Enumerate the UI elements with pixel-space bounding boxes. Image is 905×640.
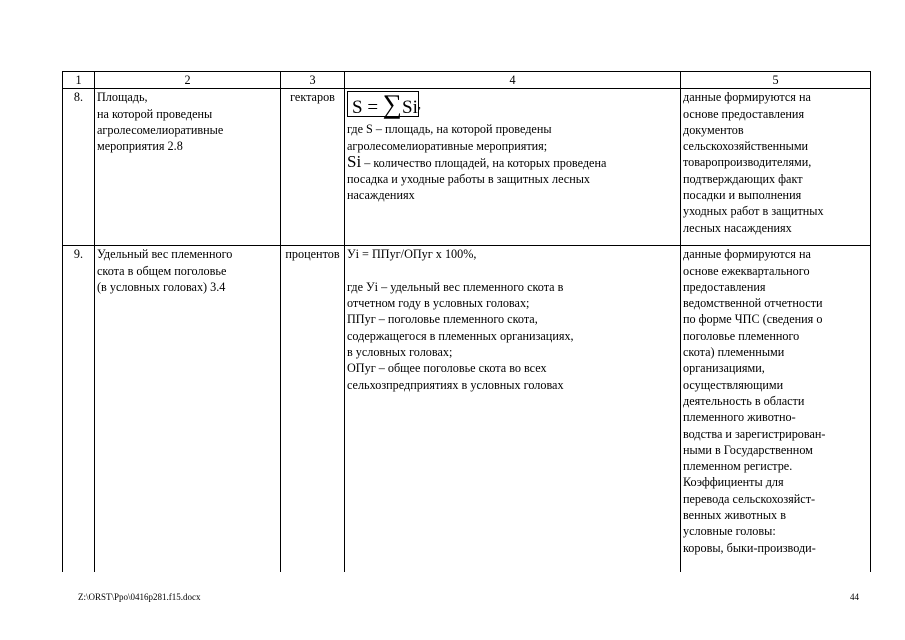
indicator-cell: [95, 89, 281, 246]
formula-first-line: Уi = ППуг/ОПуг х 100%,: [347, 247, 477, 262]
source-line: организациями,: [683, 361, 765, 376]
row-number: 8.: [63, 89, 95, 246]
header-cell-3: 3: [281, 72, 345, 89]
formula-line: где Уi – удельный вес племенного скота в: [347, 279, 564, 294]
source-line: товаропроизводителями,: [683, 155, 812, 170]
source-line: ведомственной отчетности: [683, 296, 823, 311]
formula-line: посадка и уходные работы в защитных лесных: [347, 172, 590, 187]
formula-lhs: S =: [352, 97, 383, 119]
source-line: основе ежеквартального: [683, 263, 810, 278]
source-line: подтверждающих факт: [683, 171, 803, 186]
source-line: данные формируются на: [683, 247, 811, 262]
source-line: лесных насаждениях: [683, 220, 792, 235]
formula-line: содержащегося в племенных организациях,: [347, 328, 574, 343]
source-line: документов: [683, 122, 744, 137]
formula-cell: [345, 246, 681, 573]
unit-cell: процентов: [281, 246, 345, 573]
formula-expression: [352, 89, 418, 120]
source-line: сельскохозяйственными: [683, 139, 809, 154]
source-line: водства и зарегистрирован-: [683, 426, 826, 441]
source-line: предоставления: [683, 279, 766, 294]
indicator-line: агролесомелиоративные: [97, 122, 224, 137]
sum-symbol: ∑: [382, 89, 403, 120]
source-line: уходных работ в защитных: [683, 204, 824, 219]
indicator-line: (в условных головах) 3.4: [97, 279, 226, 294]
indicator-cell: [95, 246, 281, 573]
formula-rhs: Si: [402, 97, 418, 119]
formula-line: агролесомелиоративные мероприятия;: [347, 138, 548, 153]
indicator-line: скота в общем поголовье: [97, 263, 227, 278]
indicator-line: Площадь,: [97, 90, 148, 105]
formula-line: где S – площадь, на которой проведены: [347, 122, 552, 137]
indicators-table: [62, 71, 871, 572]
formula-cell: [345, 89, 681, 246]
footer-page-number: 44: [850, 592, 859, 602]
header-cell-2: 2: [95, 72, 281, 89]
si-symbol: Si: [347, 151, 362, 171]
source-line: поголовье племенного: [683, 328, 800, 343]
formula-line: [347, 151, 678, 171]
source-line: посадки и выполнения: [683, 188, 802, 203]
source-line: условные головы:: [683, 524, 776, 539]
row-number: 9.: [63, 246, 95, 573]
blank-line: [347, 263, 678, 279]
indicator-line: мероприятия 2.8: [97, 139, 183, 154]
source-line: коровы, быки-производи-: [683, 540, 816, 555]
source-cell: [681, 246, 871, 573]
source-line: племенном регистре.: [683, 459, 793, 474]
source-line: по форме ЧПС (сведения о: [683, 312, 823, 327]
formula-line: отчетном году в условных головах;: [347, 296, 530, 311]
formula-tail: ,: [418, 97, 421, 112]
source-line: венных животных в: [683, 508, 786, 523]
formula-line: ППуг – поголовье племенного скота,: [347, 312, 538, 327]
source-line: деятельность в области: [683, 393, 805, 408]
source-line: Коэффициенты для: [683, 475, 784, 490]
header-cell-5: 5: [681, 72, 871, 89]
source-line: племенного животно-: [683, 410, 796, 425]
formula-line: сельхозпредприятиях в условных головах: [347, 377, 564, 392]
formula-line: ОПуг – общее поголовье скота во всех: [347, 361, 547, 376]
source-line: осуществляющими: [683, 377, 784, 392]
table-header-row: [63, 72, 871, 89]
indicator-line: на которой проведены: [97, 106, 213, 121]
header-cell-4: 4: [345, 72, 681, 89]
header-cell-1: 1: [63, 72, 95, 89]
source-line: ными в Государственном: [683, 442, 813, 457]
formula-box: [347, 89, 421, 120]
table-row: [63, 246, 871, 573]
table-row: [63, 89, 871, 246]
source-line: данные формируются на: [683, 90, 811, 105]
source-cell: [681, 89, 871, 246]
formula-line: насаждениях: [347, 188, 415, 203]
footer-file-path: Z:\ORST\Ppo\0416p281.f15.docx: [78, 592, 201, 602]
si-definition: – количество площадей, на которых проведена: [361, 155, 607, 170]
formula-line: в условных головах;: [347, 345, 453, 360]
source-line: основе предоставления: [683, 106, 805, 121]
indicator-line: Удельный вес племенного: [97, 247, 233, 262]
unit-cell: гектаров: [281, 89, 345, 246]
source-line: перевода сельскохозяйст-: [683, 491, 816, 506]
source-line: скота) племенными: [683, 345, 785, 360]
